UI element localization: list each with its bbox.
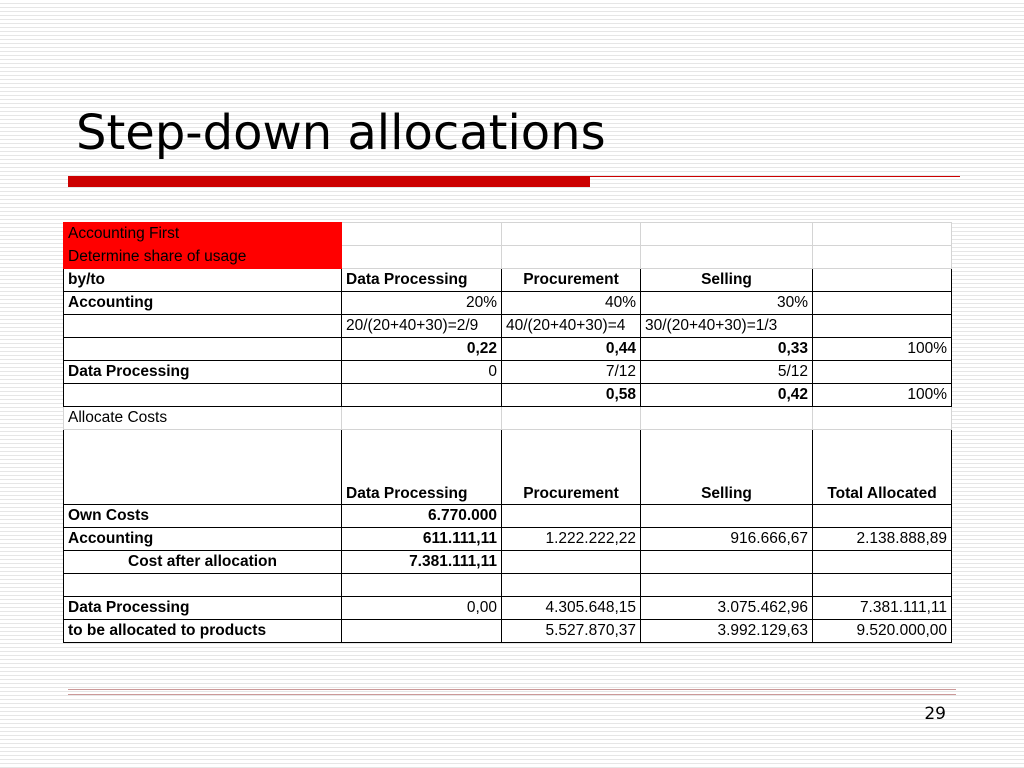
table-row bbox=[64, 269, 952, 292]
table-row bbox=[64, 223, 952, 246]
table-cell: 100% bbox=[813, 384, 952, 407]
table-cell: 30% bbox=[641, 292, 813, 315]
header-procurement: Procurement bbox=[502, 269, 641, 292]
table-cell: 100% bbox=[813, 338, 952, 361]
table-row bbox=[64, 528, 952, 551]
table-cell: 6.770.000 bbox=[342, 505, 502, 528]
row-label: Data Processing bbox=[64, 597, 342, 620]
header-data-processing: Data Processing bbox=[342, 269, 502, 292]
table-cell: 916.666,67 bbox=[641, 528, 813, 551]
row-label: Accounting bbox=[64, 292, 342, 315]
table-cell: 0,42 bbox=[641, 384, 813, 407]
table-cell: 7.381.111,11 bbox=[813, 597, 952, 620]
table-cell: 0 bbox=[342, 361, 502, 384]
table-row bbox=[64, 597, 952, 620]
footer-divider bbox=[68, 694, 956, 695]
accounting-first-label: Accounting First bbox=[64, 223, 342, 246]
header-data-processing: Data Processing bbox=[342, 430, 502, 505]
formula-cell: 40/(20+40+30)=4 bbox=[502, 315, 641, 338]
table-row bbox=[64, 338, 952, 361]
footer-divider bbox=[68, 689, 956, 690]
table-row bbox=[64, 361, 952, 384]
table-cell: 3.992.129,63 bbox=[641, 620, 813, 643]
table-row bbox=[64, 246, 952, 269]
table-row bbox=[64, 430, 952, 505]
row-label: Accounting bbox=[64, 528, 342, 551]
table-cell: 1.222.222,22 bbox=[502, 528, 641, 551]
slide-title: Step-down allocations bbox=[76, 105, 606, 161]
row-label: to be allocated to products bbox=[64, 620, 342, 643]
table-cell: 0,44 bbox=[502, 338, 641, 361]
table-cell: 9.520.000,00 bbox=[813, 620, 952, 643]
table-cell: 0,22 bbox=[342, 338, 502, 361]
title-underline-line bbox=[590, 176, 960, 177]
allocate-costs-label: Allocate Costs bbox=[64, 407, 342, 430]
header-selling: Selling bbox=[641, 430, 813, 505]
byto-label: by/to bbox=[64, 269, 342, 292]
share-of-usage-label: Determine share of usage bbox=[64, 246, 342, 269]
row-label: Data Processing bbox=[64, 361, 342, 384]
page-number: 29 bbox=[924, 704, 946, 724]
table-cell: 4.305.648,15 bbox=[502, 597, 641, 620]
table-row bbox=[64, 574, 952, 597]
header-total-allocated: Total Allocated bbox=[813, 430, 952, 505]
header-procurement: Procurement bbox=[502, 430, 641, 505]
table-cell: 7/12 bbox=[502, 361, 641, 384]
table-cell: 0,58 bbox=[502, 384, 641, 407]
table-cell: 7.381.111,11 bbox=[342, 551, 502, 574]
table-cell: 3.075.462,96 bbox=[641, 597, 813, 620]
table-cell: 0,33 bbox=[641, 338, 813, 361]
table-row bbox=[64, 384, 952, 407]
header-selling: Selling bbox=[641, 269, 813, 292]
table-row bbox=[64, 315, 952, 338]
table-row bbox=[64, 505, 952, 528]
allocation-table bbox=[63, 222, 952, 643]
table-row bbox=[64, 292, 952, 315]
table-row bbox=[64, 620, 952, 643]
table-cell: 20% bbox=[342, 292, 502, 315]
table-cell: 5/12 bbox=[641, 361, 813, 384]
table-cell: 40% bbox=[502, 292, 641, 315]
row-label: Own Costs bbox=[64, 505, 342, 528]
table-cell: 611.111,11 bbox=[342, 528, 502, 551]
table-row bbox=[64, 551, 952, 574]
title-underline-bar bbox=[68, 176, 590, 187]
table-cell: 2.138.888,89 bbox=[813, 528, 952, 551]
table-row bbox=[64, 407, 952, 430]
formula-cell: 20/(20+40+30)=2/9 bbox=[342, 315, 502, 338]
row-label: Cost after allocation bbox=[64, 551, 342, 574]
table-cell: 0,00 bbox=[342, 597, 502, 620]
table-cell: 5.527.870,37 bbox=[502, 620, 641, 643]
formula-cell: 30/(20+40+30)=1/3 bbox=[641, 315, 813, 338]
